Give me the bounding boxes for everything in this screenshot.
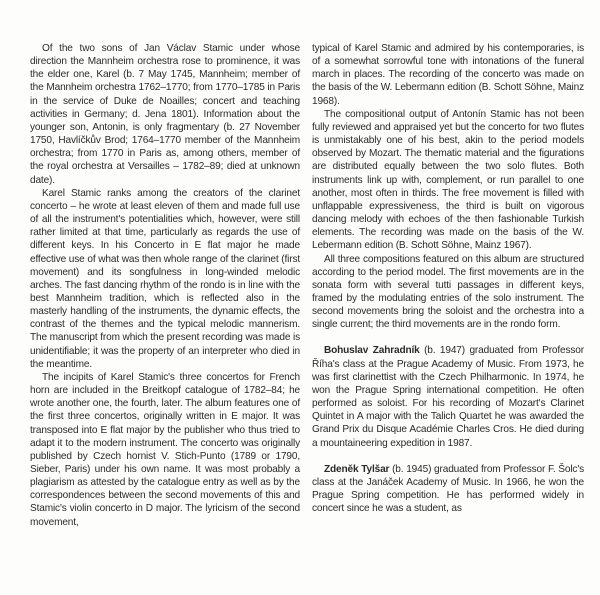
paragraph-stamic-sons: Of the two sons of Jan Václav Stamic under whose direction the Mannheim orchestra rose to prominence, it was the elder one, Karel (b. 7 May 1745, Mannheim; member of the Mannheim orchestra 1762–1770; from 1770–1785 in Paris in the service of Duke de Noailles; concert and teaching activities in Germany; d. Jena 1801). Information about the younger son, Antonin, is only fragmentary (b. 27 November 1750, Havlíčkův Brod; 1764–1770 member of the Mannheim orchestra; from 1770 in Paris as, among others, member of the royal orchestra at Versailles – 1782–89; died at unknown date). — [30, 43, 300, 186]
paragraph-continuation: typical of Karel Stamic and admired by his contemporaries, is of a somewhat sorrowful tone with intonations of the funeral march in places. The recording of the concerto was made on the basis of the W. Lebermann edition (B. Schott Söhne, Mainz 1968). — [312, 43, 584, 107]
biography-tylsar — [312, 463, 584, 516]
left-text-column — [30, 42, 300, 529]
biography-zahradnik — [312, 344, 584, 449]
paragraph-compositions-structure: All three compositions featured on this album are structured according to the period model. The first movements are in the sonata form with several tutti passages in different keys, framed by the modulating entries of the solo instrument. The second movements bring the soloist and the orchestra into a single current; the third movements are in the rondo form. — [312, 253, 584, 331]
performer-name: Zdeněk Tylšar — [324, 463, 390, 475]
biography-text: (b. 1947) graduated from Professor Říha's class at the Prague Academy of Music. From 1973, he was first clarinettist with the Czech Philharmonic. In 1974, he won the Prague Spring international competition. He often performed as soloist. For his recording of Mozart's Clarinet Quintet in A major with the Talich Quartet he was awarded the Grand Prix du Disque Académie Charles Cros. He died during a mountaineering expedition in 1987. — [312, 345, 584, 449]
performer-name: Bohuslav Zahradník — [324, 345, 420, 357]
paragraph-flute-concerto: The compositional output of Antonín Stamic has not been fully reviewed and appraised yet but the concerto for two flutes is unmistakably one of his best, akin to the period models observed by Mozart. The thematic material and the figurations are distributed equally between the two solo flutes. Both instruments link up with, complement, or run parallel to one another, most often in thirds. The free movement is filled with unflappable expressiveness, the third is built on vigorous dancing melody with echoes of the then fashionable Turkish elements. The recording was made on the basis of the W. Lebermann edition (B. Schott Söhne, Mainz 1967). — [312, 108, 584, 252]
right-text-column — [312, 42, 584, 515]
paragraph-horn-concertos: The incipits of Karel Stamic's three concertos for French horn are included in the Breitkopf catalogue of 1782–84; he wrote another one, the fourth, later. The album features one of the first three concertos, originally written in E major. It was transposed into E flat major by the publisher who thus tried to adapt it to the modern instrument. The concerto was originally published by Czech hornist V. Stich-Punto (1789 or 1790, Sieber, Paris) under his own name. It was most probably a plagiarism as attested by the catalogue entry as well as by the correspondences between the second movements of this and Stamic's violin concerto in D major. The lyricism of the second movement, — [30, 371, 300, 528]
biography-text: (b. 1945) graduated from Professor F. Šolc's class at the Janáček Academy of Music. In 1966, he won the Prague Spring competition. He has performed widely in concert since he was a student, as — [312, 463, 584, 515]
paragraph-clarinet-concerto: Karel Stamic ranks among the creators of the clarinet concerto – he wrote at least eleven of them and made full use of all the instrument's potentialities which, however, were still rather limited at that time, particularly as regards the use of different keys. In his Concerto in E flat major he made effective use of what was then whole range of the clarinet (first movement) and its songfulness in long-winded melodic arches. The fast dancing rhythm of the rondo is in line with the best Mannheim tradition, which is reflected also in the masterly handling of the instruments, the dynamic effects, the contrast of the themes and the typical melodic mannerism. The manuscript from which the present recording was made is unidentifiable; it was the property of an interpreter who died in the meantime. — [30, 187, 300, 370]
